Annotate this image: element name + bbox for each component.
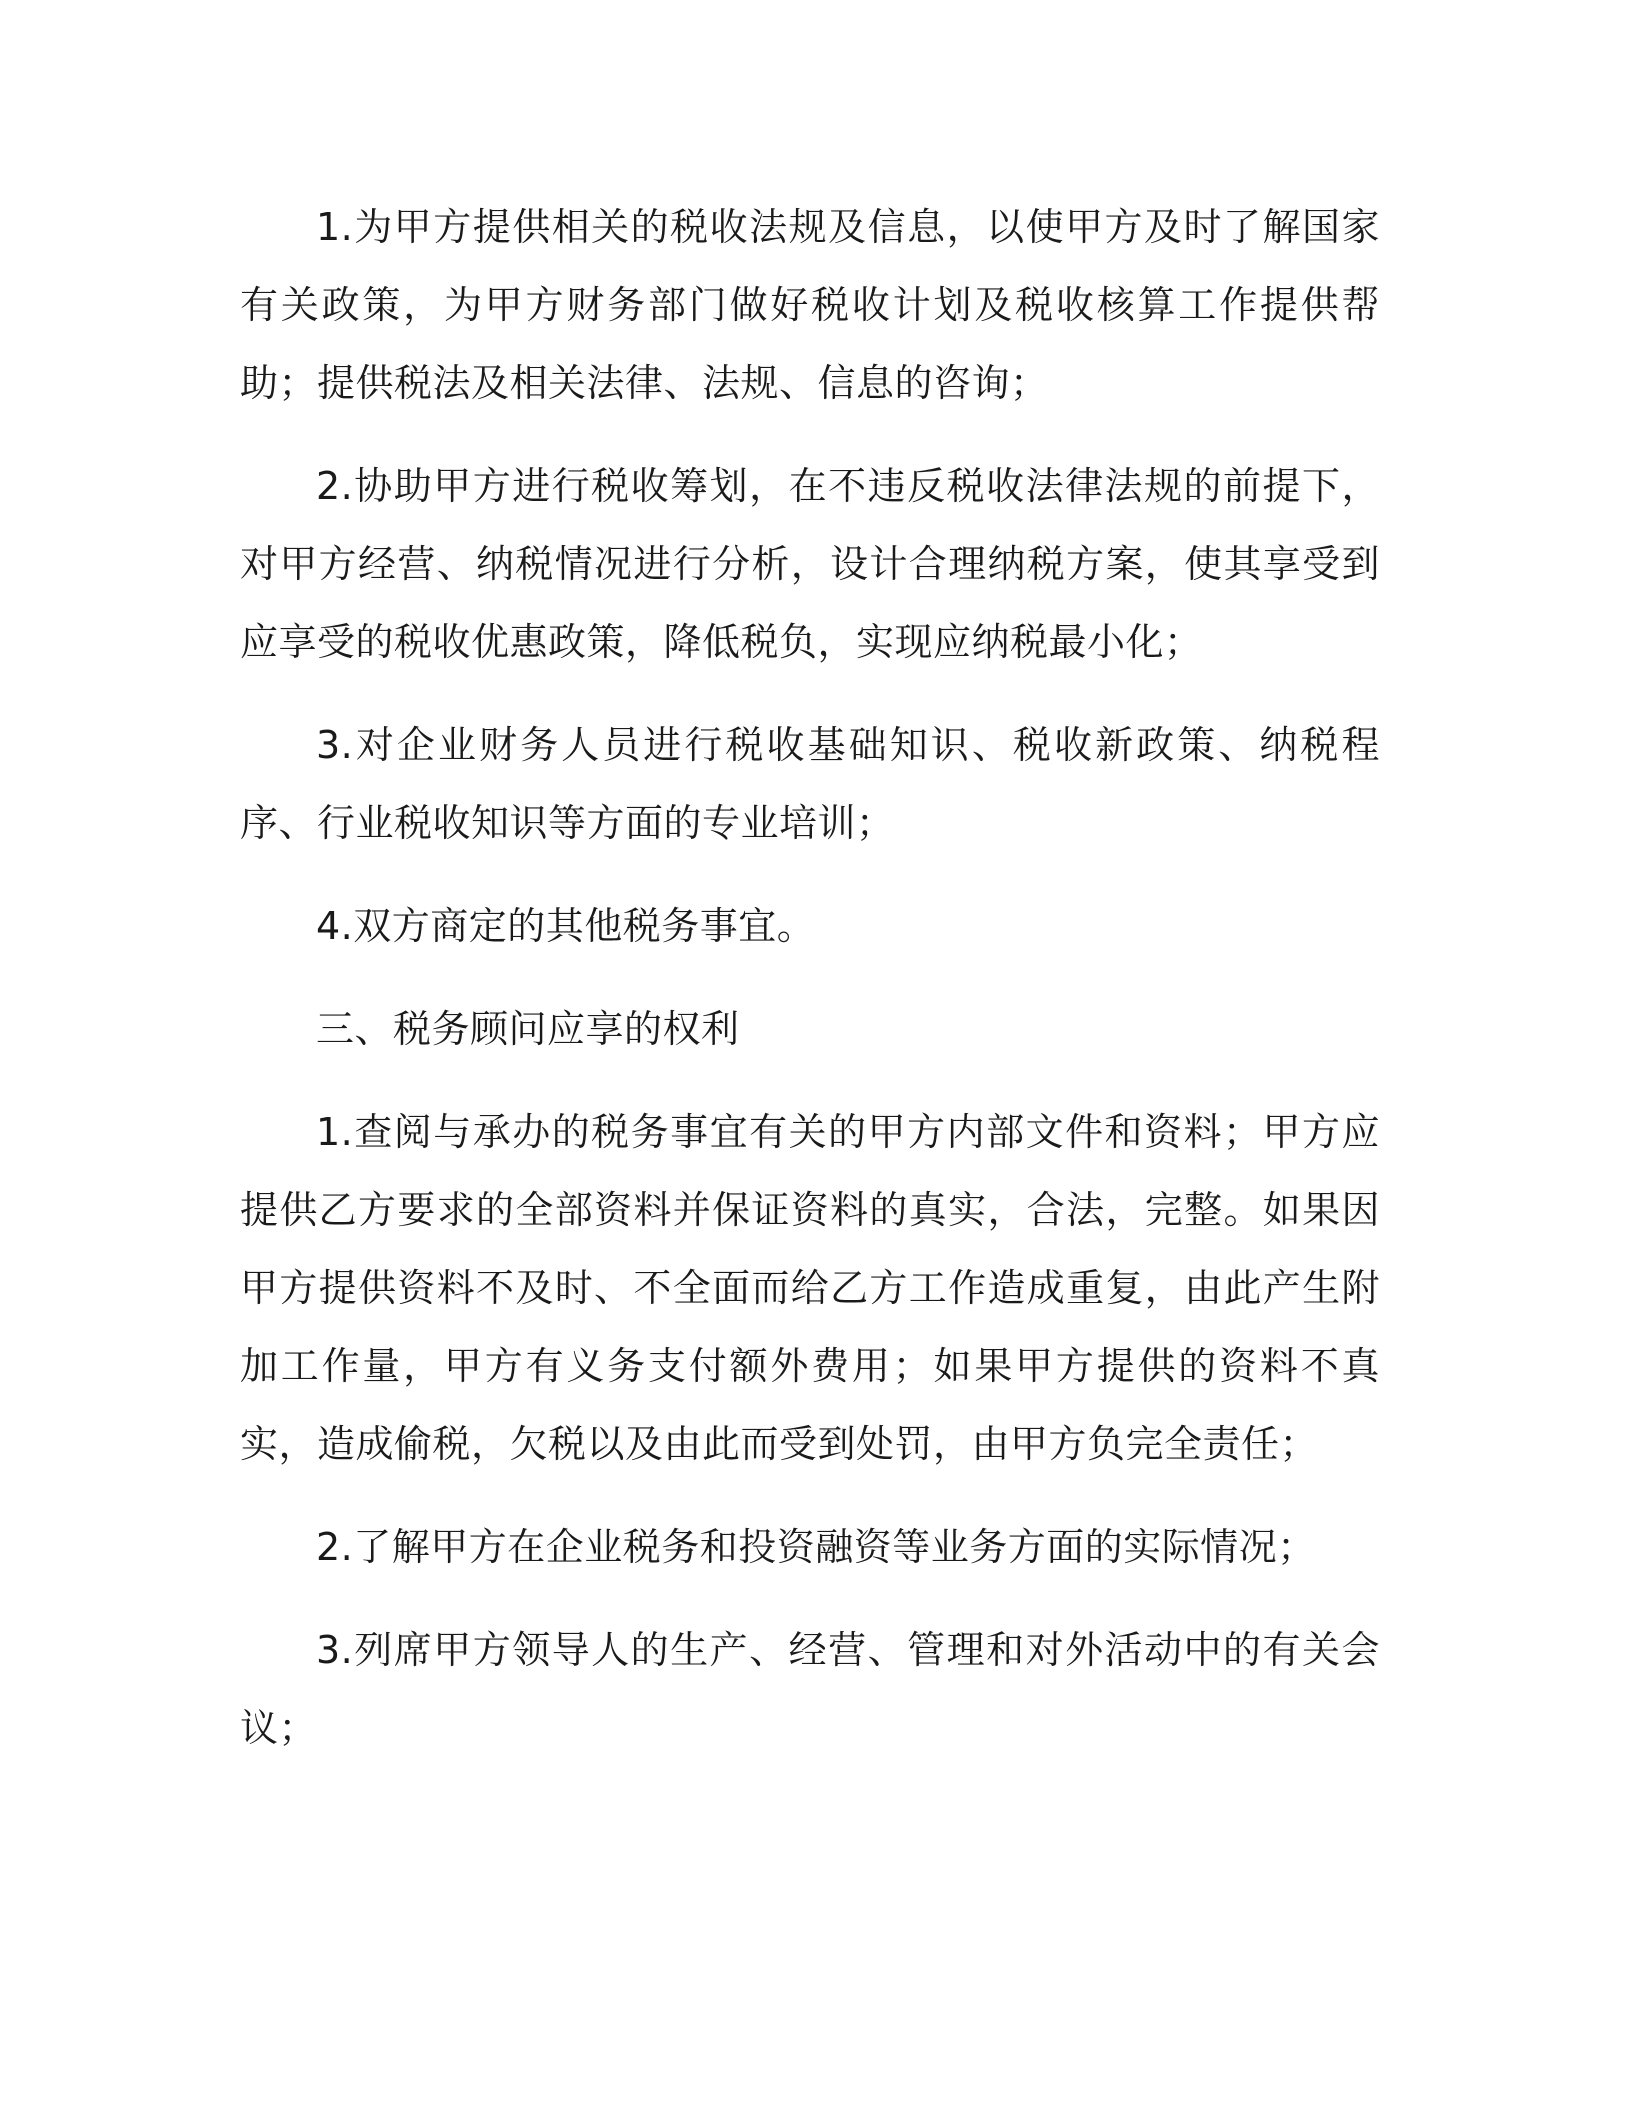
section-heading-advisor-rights: 三、税务顾问应享的权利 xyxy=(316,1007,740,1051)
paragraph-3-staff-training: 3.对企业财务人员进行税收基础知识、税收新政策、纳税程序、行业税收知识等方面的专业培训； xyxy=(240,723,1380,845)
paragraph-1-provide-tax-info: 1.为甲方提供相关的税收法规及信息，以使甲方及时了解国家有关政策，为甲方财务部门做好税收计划及税收核算工作提供帮助；提供税法及相关法律、法规、信息的咨询； xyxy=(240,205,1380,405)
paragraph-rights-3-attend-meetings: 3.列席甲方领导人的生产、经营、管理和对外活动中的有关会议； xyxy=(240,1628,1380,1750)
document-body xyxy=(240,188,1380,1767)
paragraph-4-other-matters: 4.双方商定的其他税务事宜。 xyxy=(316,904,816,948)
paragraph-2-tax-planning: 2.协助甲方进行税收筹划，在不违反税收法律法规的前提下，对甲方经营、纳税情况进行分析，设计合理纳税方案，使其享受到应享受的税收优惠政策，降低税负，实现应纳税最小化； xyxy=(240,464,1380,664)
paragraph-rights-2-understand-situation: 2.了解甲方在企业税务和投资融资等业务方面的实际情况； xyxy=(316,1525,1316,1569)
paragraph-rights-1-review-documents: 1.查阅与承办的税务事宜有关的甲方内部文件和资料；甲方应提供乙方要求的全部资料并保证资料的真实，合法，完整。如果因甲方提供资料不及时、不全面而给乙方工作造成重复，由此产生附加工作量，甲方有义务支付额外费用；如果甲方提供的资料不真实，造成偷税，欠税以及由此而受到处罚，由甲方负完全责任； xyxy=(240,1110,1380,1466)
